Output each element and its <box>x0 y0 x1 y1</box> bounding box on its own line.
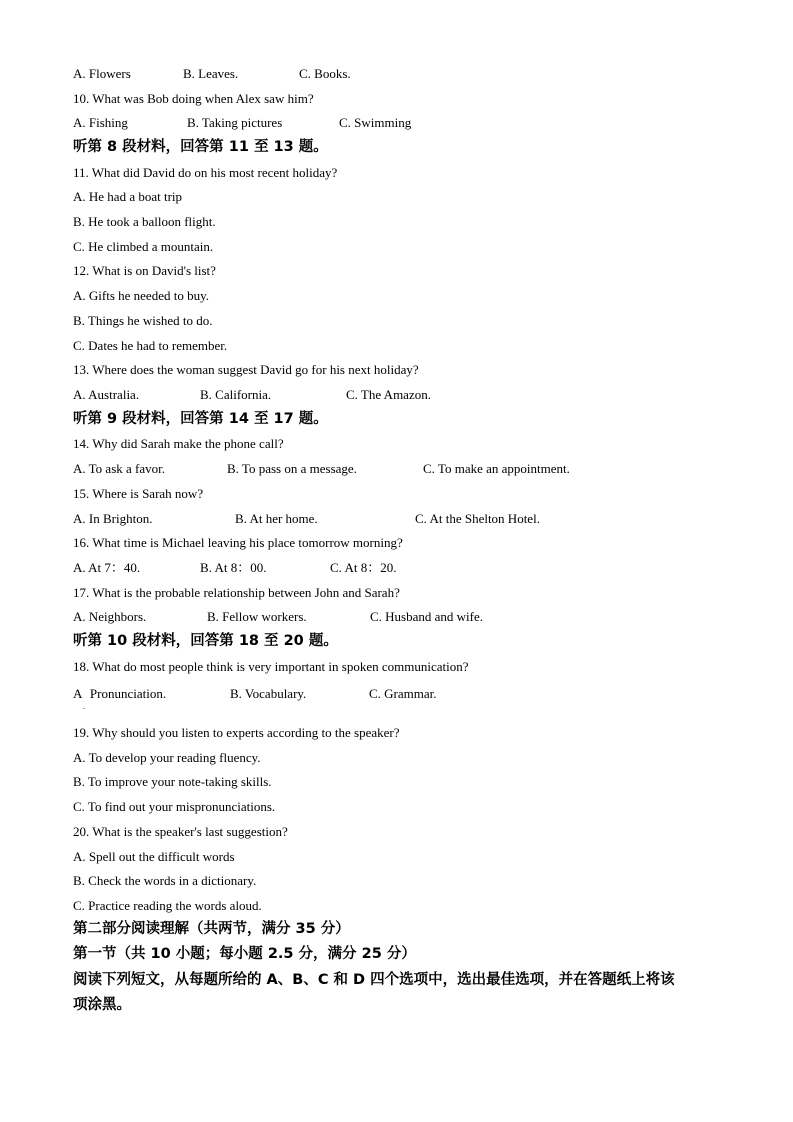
q10-option-b: B. Taking pictures <box>187 115 283 130</box>
q11-option-b: B. He took a balloon flight. <box>73 214 216 229</box>
q17-question: 17. What is the probable relationship between John and Sarah? <box>73 585 400 600</box>
part-2-section-1: 第一节（共 10 小题；每小题 2.5 分，满分 25 分） <box>73 946 416 962</box>
q19-option-b: B. To improve your note-taking skills. <box>73 774 272 789</box>
q9-option-c: C. Books. <box>299 66 351 81</box>
q14-question: 14. Why did Sarah make the phone call? <box>73 436 284 451</box>
q13-question: 13. Where does the woman suggest David go for his next holiday? <box>73 362 419 377</box>
q14-option-a: A. To ask a favor. <box>73 461 165 476</box>
q16-option-a: A. At 7：40. <box>73 560 141 575</box>
q16-option-c: C. At 8：20. <box>330 560 397 575</box>
q16-question: 16. What time is Michael leaving his place tomorrow morning? <box>73 535 403 550</box>
q19-option-c: C. To find out your mispronunciations. <box>73 799 276 814</box>
q18-question: 18. What do most people think is very important in spoken communication? <box>73 659 469 674</box>
q15-question: 15. Where is Sarah now? <box>73 486 204 501</box>
section-8-heading: 听第 8 段材料，回答第 11 至 13 题。 <box>73 139 328 155</box>
section-9-heading: 听第 9 段材料，回答第 14 至 17 题。 <box>73 411 328 427</box>
q12-option-a: A. Gifts he needed to buy. <box>73 288 209 303</box>
q15-option-b: B. At her home. <box>235 511 318 526</box>
part-2-instruction-line-2: 项涂黑。 <box>73 997 131 1013</box>
q13-option-b: B. California. <box>200 387 272 402</box>
q15-option-a: A. In Brighton. <box>73 511 153 526</box>
q17-option-c: C. Husband and wife. <box>370 609 484 624</box>
part-2-title: 第二部分阅读理解（共两节，满分 35 分） <box>73 921 350 937</box>
q13-option-c: C. The Amazon. <box>346 387 431 402</box>
q18-option-a: A Pronunciation. <box>73 686 167 701</box>
q11-question: 11. What did David do on his most recent holiday? <box>73 165 338 180</box>
q16-option-b: B. At 8：00. <box>200 560 267 575</box>
q12-option-c: C. Dates he had to remember. <box>73 338 228 353</box>
stray-mark: . <box>83 702 85 711</box>
q19-option-a: A. To develop your reading fluency. <box>73 750 261 765</box>
q18-option-c: C. Grammar. <box>369 686 437 701</box>
q17-option-b: B. Fellow workers. <box>207 609 307 624</box>
q11-option-a: A. He had a boat trip <box>73 189 183 204</box>
q13-option-a: A. Australia. <box>73 387 140 402</box>
part-2-instruction-line-1: 阅读下列短文，从每题所给的 A、B、C 和 D 四个选项中，选出最佳选项，并在答题纸上将该 <box>73 972 675 988</box>
q20-question: 20. What is the speaker's last suggestion? <box>73 824 288 839</box>
q15-option-c: C. At the Shelton Hotel. <box>415 511 540 526</box>
section-10-heading: 听第 10 段材料，回答第 18 至 20 题。 <box>73 633 338 649</box>
q20-option-b: B. Check the words in a dictionary. <box>73 873 257 888</box>
q12-question: 12. What is on David's list? <box>73 263 216 278</box>
q14-option-c: C. To make an appointment. <box>423 461 570 476</box>
q19-question: 19. Why should you listen to experts according to the speaker? <box>73 725 400 740</box>
q11-option-c: C. He climbed a mountain. <box>73 239 214 254</box>
q10-option-c: C. Swimming <box>339 115 412 130</box>
q18-option-b: B. Vocabulary. <box>230 686 307 701</box>
q14-option-b: B. To pass on a message. <box>227 461 357 476</box>
q20-option-c: C. Practice reading the words aloud. <box>73 898 262 913</box>
q9-option-a: A. Flowers <box>73 66 131 81</box>
q10-question: 10. What was Bob doing when Alex saw him? <box>73 91 314 106</box>
q10-option-a: A. Fishing <box>73 115 128 130</box>
q17-option-a: A. Neighbors. <box>73 609 147 624</box>
q20-option-a: A. Spell out the difficult words <box>73 849 235 864</box>
q9-option-b: B. Leaves. <box>183 66 239 81</box>
q12-option-b: B. Things he wished to do. <box>73 313 213 328</box>
